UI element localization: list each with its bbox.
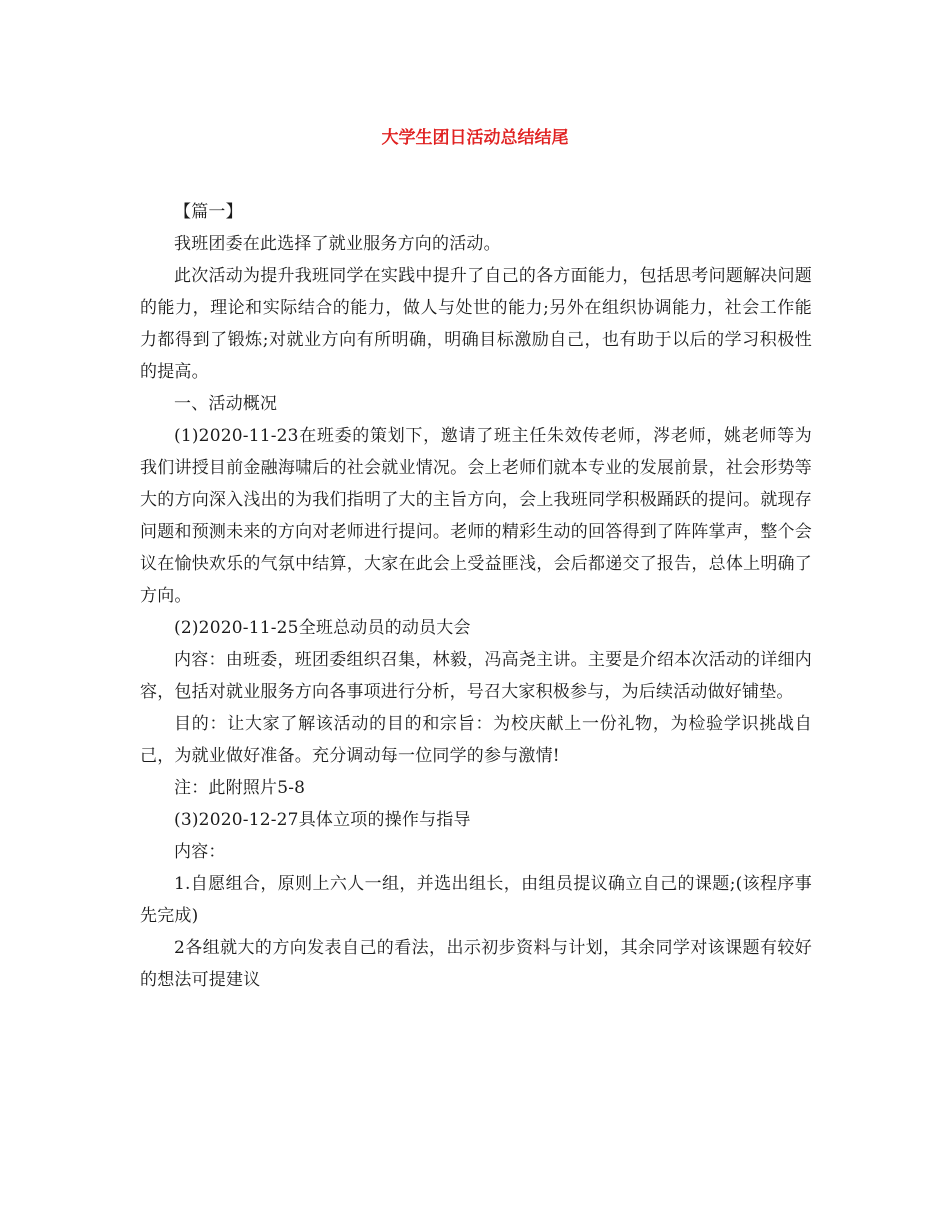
document-body bbox=[140, 196, 812, 996]
paragraph: 此次活动为提升我班同学在实践中提升了自己的各方面能力，包括思考问题解决问题的能力，理论和实际结合的能力，做人与处世的能力;另外在组织协调能力，社会工作能力都得到了锻炼;对就业方向有所明确，明确目标激励自己，也有助于以后的学习积极性的提高。 bbox=[140, 266, 812, 382]
section-heading: 一、活动概况 bbox=[174, 394, 278, 414]
paragraph: 2各组就大的方向发表自己的看法，出示初步资料与计划，其余同学对该课题有较好的想法可提建议 bbox=[140, 938, 812, 990]
paragraph: 1.自愿组合，原则上六人一组，并选出组长，由组员提议确立自己的课题;(该程序事先完成) bbox=[140, 874, 812, 926]
document-title: 大学生团日活动总结结尾 bbox=[381, 128, 569, 148]
paragraph: (3)2020-12-27具体立项的操作与指导 bbox=[174, 810, 471, 830]
paragraph: 我班团委在此选择了就业服务方向的活动。 bbox=[174, 234, 501, 254]
paragraph: (1)2020-11-23在班委的策划下，邀请了班主任朱效传老师，涔老师，姚老师等为我们讲授目前金融海啸后的社会就业情况。会上老师们就本专业的发展前景，社会形势等大的方向深入浅出的为我们指明了大的主旨方向，会上我班同学积极踊跃的提问。就现存问题和预测未来的方向对老师进行提问。老师的精彩生动的回答得到了阵阵掌声，整个会议在愉快欢乐的气氛中结算，大家在此会上受益匪浅，会后都递交了报告，总体上明确了方向。 bbox=[140, 426, 812, 606]
paragraph: (2)2020-11-25全班总动员的动员大会 bbox=[174, 618, 471, 638]
paragraph: 内容： bbox=[174, 842, 226, 862]
paragraph: 目的：让大家了解该活动的目的和宗旨：为校庆献上一份礼物，为检验学识挑战自己，为就业做好准备。充分调动每一位同学的参与激情! bbox=[140, 714, 812, 766]
paragraph: 内容：由班委，班团委组织召集，林毅，冯高尧主讲。主要是介绍本次活动的详细内容，包括对就业服务方向各事项进行分析，号召大家积极参与，为后续活动做好铺垫。 bbox=[140, 650, 812, 702]
section-label: 【篇一】 bbox=[174, 202, 243, 222]
paragraph: 注：此附照片5-8 bbox=[174, 778, 306, 798]
